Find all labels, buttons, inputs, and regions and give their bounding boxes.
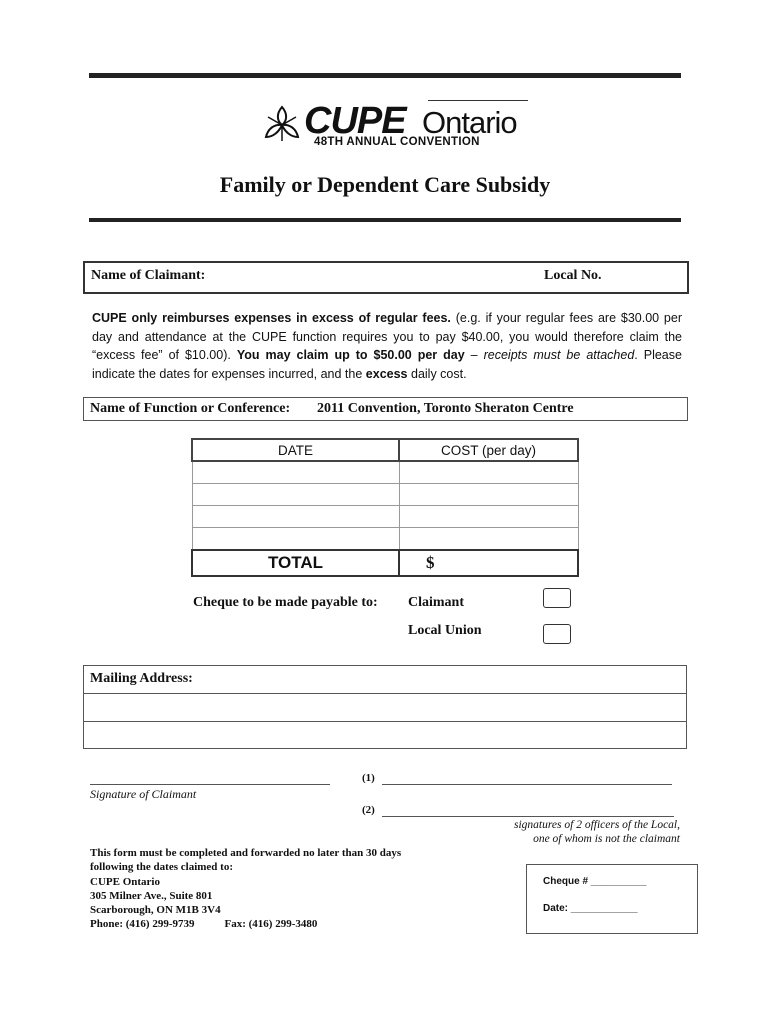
instructions-indicate: . Please indicate the dates for expenses incurred, and the (92, 348, 682, 381)
page-title: Family or Dependent Care Subsidy (219, 172, 551, 197)
office-use-box (526, 864, 698, 934)
claimant-checkbox[interactable] (543, 588, 571, 608)
table-row (192, 484, 578, 506)
logo-subtitle: 48TH ANNUAL CONVENTION (314, 136, 480, 148)
top-rule (89, 73, 681, 78)
instructions-lead: CUPE only reimburses expenses in excess of regular fees. (92, 311, 451, 325)
officer-2-signature-line[interactable] (382, 816, 674, 817)
office-date-line[interactable]: ____________ (570, 903, 638, 914)
logo-ontario: Ontario (422, 105, 517, 140)
footer-contact (90, 917, 401, 931)
function-box (83, 397, 688, 421)
logo-line (428, 100, 528, 101)
instructions-example: (e.g. if your regular fees are $30.00 per day and attendance at the CUPE function requires you to pay $40.00, you would therefore claim the “excess fee” of $10.00). (92, 311, 682, 362)
date-cell[interactable] (192, 484, 399, 506)
instructions-excess: excess (365, 366, 408, 381)
cheque-number-line[interactable]: __________ (590, 876, 647, 887)
footer-phone: Phone: (416) 299-9739 (90, 918, 195, 931)
date-header: DATE (192, 439, 399, 461)
cost-header: COST (per day) (399, 439, 578, 461)
instructions-claim-limit: You may claim up to $50.00 per day (236, 348, 465, 362)
logo-cupe: CUPE (304, 100, 406, 142)
claimant-signature-line[interactable] (90, 784, 330, 785)
instructions-paragraph (92, 309, 682, 383)
local-union-option-label: Local Union (408, 623, 482, 638)
cheque-payable-label: Cheque to be made payable to: (193, 595, 378, 610)
function-value: 2011 Convention, Toronto Sheraton Centre (317, 401, 574, 416)
footer-org: CUPE Ontario (90, 875, 160, 888)
cheque-number-field (543, 876, 646, 887)
currency-symbol: $ (426, 553, 435, 572)
cheque-number-label: Cheque # (543, 876, 589, 887)
officer-1-label: (1) (362, 772, 375, 784)
claimant-option-label: Claimant (408, 595, 464, 610)
claimant-box (83, 261, 689, 294)
footer-address-2: Scarborough, ON M1B 3V4 (90, 904, 221, 917)
expense-table (191, 438, 579, 577)
table-row (192, 506, 578, 528)
officers-caption-1: signatures of 2 officers of the Local, (514, 819, 680, 831)
total-label: TOTAL (192, 550, 399, 576)
office-date-label: Date: (543, 903, 569, 914)
instructions-dash: – (470, 348, 478, 362)
instructions-receipts: receipts must be attached (483, 348, 635, 362)
function-label: Name of Function or Conference: (90, 401, 291, 416)
footer-block (90, 846, 401, 932)
mailing-line-1[interactable] (84, 693, 686, 722)
total-amount[interactable] (399, 550, 578, 576)
officer-2-label: (2) (362, 804, 375, 816)
cost-cell[interactable] (399, 484, 578, 506)
table-row (192, 461, 578, 484)
officer-1-signature-line[interactable] (382, 784, 672, 785)
date-cell[interactable] (192, 461, 399, 484)
table-row (192, 528, 578, 551)
instructions-daily-cost: daily cost. (411, 366, 467, 381)
title-rule (89, 218, 681, 222)
date-cell[interactable] (192, 506, 399, 528)
cost-cell[interactable] (399, 461, 578, 484)
footer-notice-1: This form must be completed and forwarded no later than 30 days (90, 847, 402, 859)
footer-address-1: 305 Milner Ave., Suite 801 (90, 889, 213, 902)
local-union-checkbox[interactable] (543, 624, 571, 644)
local-number-label: Local No. (544, 268, 602, 283)
officers-caption-2: one of whom is not the claimant (533, 833, 680, 845)
claimant-signature-caption: Signature of Claimant (90, 787, 197, 801)
mailing-address-box (83, 665, 687, 749)
trillium-icon (262, 104, 302, 144)
footer-fax: Fax: (416) 299-3480 (224, 918, 318, 931)
cost-cell[interactable] (399, 528, 578, 551)
footer-notice-2: following the dates claimed to: (90, 861, 233, 874)
date-cell[interactable] (192, 528, 399, 551)
cupe-logo (262, 98, 532, 150)
mailing-address-label: Mailing Address: (90, 671, 193, 686)
cost-cell[interactable] (399, 506, 578, 528)
claimant-name-label: Name of Claimant: (91, 268, 206, 283)
office-date-field (543, 903, 638, 914)
